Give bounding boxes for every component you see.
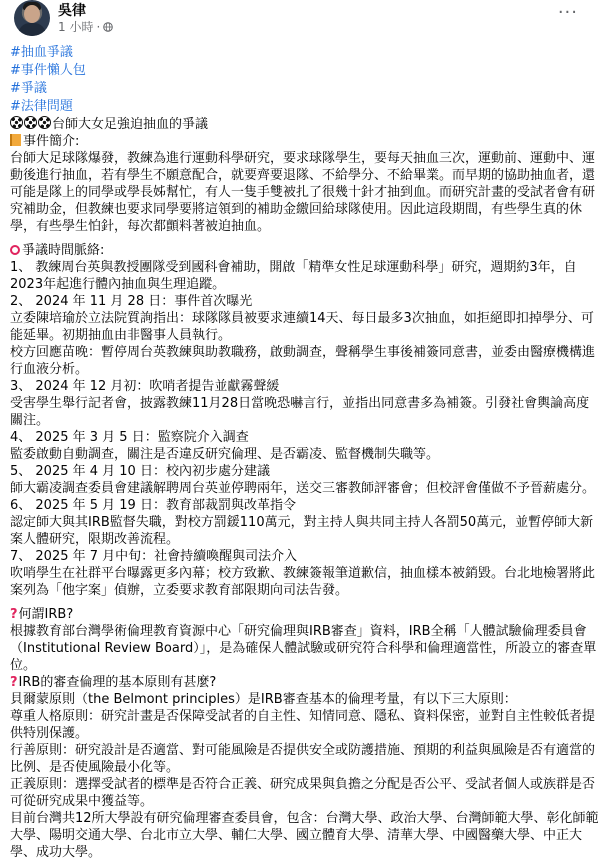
meta-separator: · (96, 19, 101, 34)
timeline-item: 吹哨學生在社群平台曝露更多內幕；校方致歉、教練簽報筆道歉信，抽血樣本被銷毀。台北地檢署將此案列為「他字案」偵辦，立委要求教育部限期向司法告發。 (10, 566, 596, 598)
irb-heading: 何謂IRB? (18, 607, 74, 622)
irb-heading-line (10, 606, 600, 623)
soccer-ball-icon (24, 116, 37, 129)
timeline-item: 3、 2024 年 12 月初：吹哨者提告並獻霧聲緩 (10, 379, 280, 394)
principle-item: 行善原則：研究設計是否適當、對可能風險是否提供安全或防護措施、預期的利益與風險是否有適當的比例、是否使風險最小化等。 (10, 743, 596, 775)
summary-heading: 事件簡介: (23, 134, 80, 149)
post-title-line (10, 116, 600, 133)
question-mark-icon: ? (10, 607, 18, 622)
question-mark-icon: ? (10, 675, 18, 690)
avatar[interactable] (14, 0, 50, 36)
timeline-item: 受害學生舉行記者會，披露教練11月28日當晚恐嚇言行，並指出同意書多為補簽。引發社會輿論高度關注。 (10, 396, 590, 428)
timeline-item: 師大霸凌調查委員會建議解聘周台英並停聘兩年，送交三審教師評審會；但校評會僅做不予晉薪處分。 (10, 481, 596, 496)
timeline-item: 立委陳培瑜於立法院質詢指出：球隊隊員被要求連續14天、每日最多3次抽血，如拒絕即扣掉學分、可能延畢。初期抽血由非醫事人員執行。 (10, 311, 594, 343)
book-icon (10, 134, 21, 146)
soccer-ball-icon (10, 116, 23, 129)
hashtag-list (10, 44, 598, 116)
principle-item: 正義原則：選擇受試者的標準是否符合正義、研究成果與負擔之分配是否公平、受試者個人或族群是否可從研究成果中獲益等。 (10, 777, 596, 809)
hashtag-link[interactable]: #爭議 (10, 81, 47, 96)
principles-heading: IRB的審查倫理的基本原則有甚麼? (18, 675, 217, 690)
timeline-item: 監委啟動自動調查，關注是否違反研究倫理、是否霸凌、監督機制失職等。 (10, 447, 440, 462)
post-time[interactable]: 1 小時 (58, 20, 94, 34)
irb-text: 根據教育部台灣學術倫理教育資源中心「研究倫理與IRB審查」資料，IRB全稱「人體試驗倫理委員會（Institutional Review Board）」，是為確保人體試驗或研究符合科學和倫理適當性，所設立的審查單位。 (10, 624, 597, 673)
timeline-item: 校方回應苗晚：暫停周台英教練與助教職務，啟動調查，聲稱學生事後補簽同意書，並委由醫療機構進行血液分析。 (10, 345, 596, 377)
timeline-item: 6、 2025 年 5 月 19 日：教育部裁罰與改革指令 (10, 498, 296, 513)
timeline-item: 5、 2025 年 4 月 10 日：校內初步處分建議 (10, 464, 270, 479)
post-meta (58, 18, 113, 35)
soccer-ball-icon (38, 116, 51, 129)
timeline-item: 認定師大與其IRB監督失職，對校方罰鍰110萬元，對主持人與共同主持人各罰50萬元，並暫停師大新案人體研究，限期改善流程。 (10, 515, 594, 547)
more-options-button[interactable]: ··· (557, 2, 578, 23)
post-header (8, 0, 598, 44)
post-body (10, 116, 600, 861)
timeline-heading-line (10, 242, 600, 259)
hashtag-link[interactable]: #抽血爭議 (10, 45, 73, 60)
timeline-item: 1、 教練周台英與教授團隊受到國科會補助，開啟「精準女性足球運動科學」研究，週期約3年，自2023年起進行體內抽血與生理追蹤。 (10, 260, 577, 292)
hashtag-link[interactable]: #法律問題 (10, 99, 73, 114)
timeline-item: 2、 2024 年 11 月 28 日：事件首次曝光 (10, 294, 253, 309)
principle-item: 尊重人格原則：研究計畫是否保障受試者的自主性、知情同意、隱私、資料保密，並對自主性較低者提供特別保護。 (10, 709, 596, 741)
principles-heading-line (10, 674, 600, 691)
timeline-item: 7、 2025 年 7 月中旬：社會持續喚醒與司法介入 (10, 549, 298, 564)
summary-text: 台師大足球隊爆發，教練為進行運動科學研究，要求球隊學生，要每天抽血三次，運動前、運動中、運動後進行抽血，若有學生不願意配合，就要齊要退隊、不給學分、不給畢業。而早期的協助抽血者，還可能是隊上的同學或學長姊幫忙，有人一隻手雙被扎了很幾十針才抽到血。而研究計畫的受試者會有研究補助金，但教練也要求同學要將這領到的補助金繳回給球隊使用。因此這段期間，有些學生真的休學，有些學生怕針，每次都顫料著被迫抽血。 (10, 151, 596, 234)
principle-item: 貝爾蒙原則（the Belmont principles）是IRB審查基本的倫理考量，有以下三大原則： (10, 692, 517, 707)
hashtag-link[interactable]: #事件懶人包 (10, 63, 86, 78)
author-name[interactable]: 吳律 (58, 3, 86, 19)
post-title: 台師大女足強迫抽血的爭議 (52, 117, 209, 132)
globe-icon (103, 22, 113, 32)
summary-heading-line (10, 133, 600, 150)
alarm-clock-icon (10, 245, 20, 255)
principle-item: 目前台灣共12所大學設有研究倫理審查委員會，包含：台灣大學、政治大學、台灣師範大學、彰化師範大學、陽明交通大學、台北市立大學、輔仁大學、國立體育大學、清華大學、中國醫藥大學、中正大學、成功大學。 (10, 811, 599, 860)
timeline-item: 4、 2025 年 3 月 5 日：監察院介入調查 (10, 430, 249, 445)
timeline-heading: 爭議時間脈絡: (22, 243, 105, 258)
